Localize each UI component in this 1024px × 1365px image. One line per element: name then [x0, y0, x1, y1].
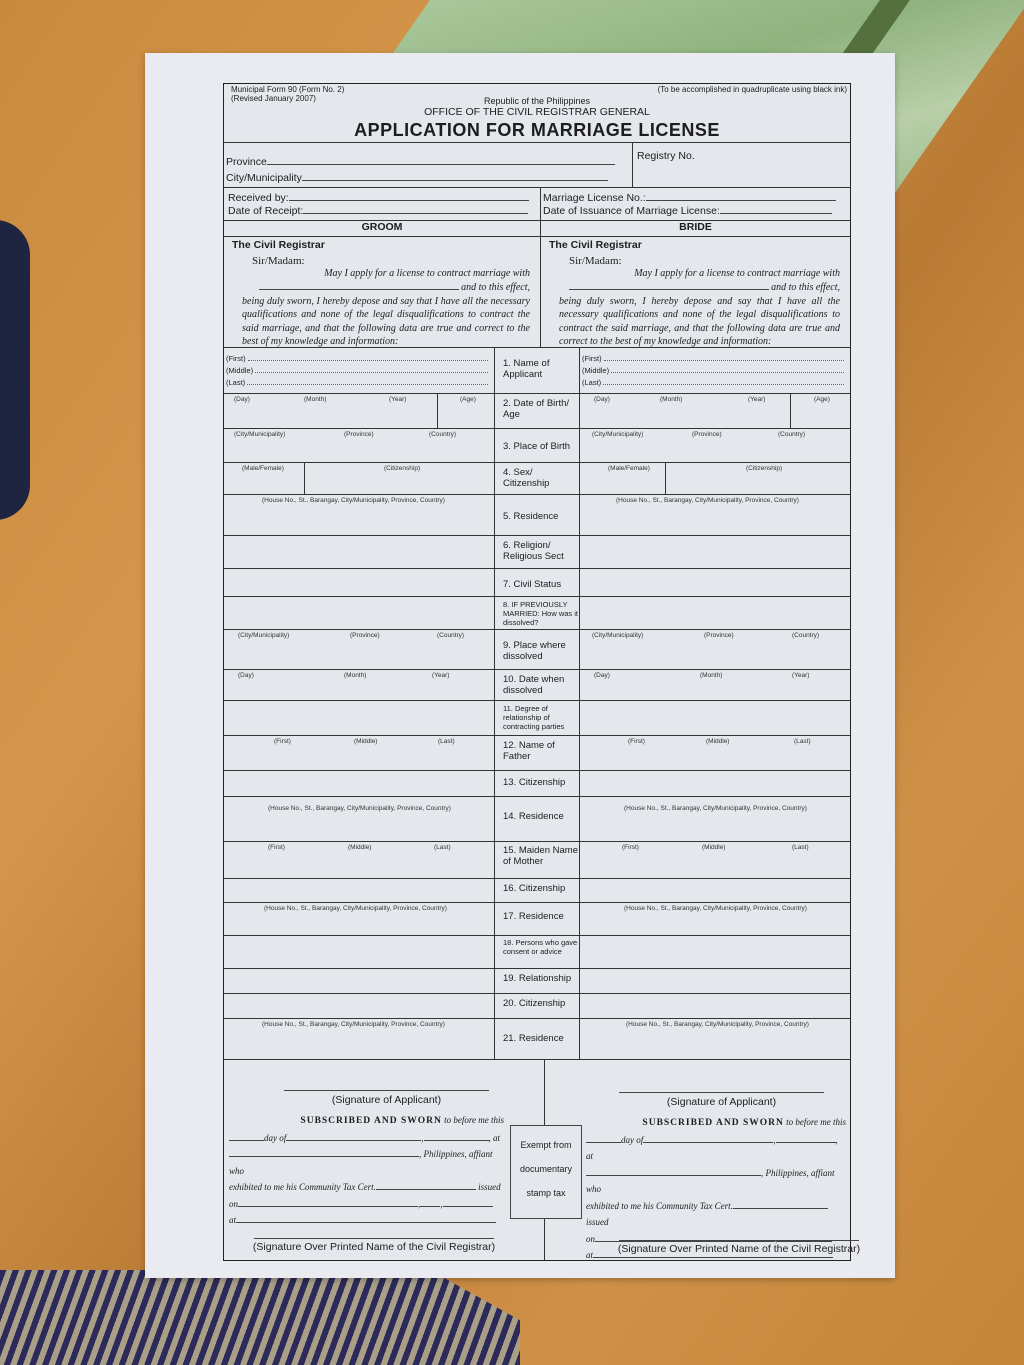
last-label: (Last) — [434, 844, 451, 851]
item-row-consent — [224, 936, 850, 969]
item-label: 16. Citizenship — [494, 879, 580, 902]
bride-oath-text — [586, 1114, 846, 1264]
last-label: (Last) — [226, 378, 246, 387]
citizenship-sublabel: (Citizenship) — [746, 465, 783, 472]
party-header-row — [224, 221, 850, 237]
bride-dob-field[interactable] — [580, 394, 850, 428]
page-title: APPLICATION FOR MARRIAGE LICENSE — [354, 120, 720, 140]
item-label: 6. Religion/ Religious Sect — [494, 536, 580, 568]
first-label: (First) — [582, 354, 602, 363]
city-label: City/Municipality — [226, 172, 302, 184]
item-row-mother-residence — [224, 903, 850, 936]
letter-line1: May I apply for a license to contract marriage with — [324, 268, 530, 279]
year-label: (Year) — [432, 672, 450, 679]
item-label: 10. Date when dissolved — [494, 670, 580, 700]
groom-header: GROOM — [361, 221, 403, 233]
first-label: (First) — [628, 738, 645, 745]
item-label: 9. Place where dissolved — [494, 630, 580, 669]
address-sublabel: (House No., St., Barangay, City/Municipality, Province, Country) — [616, 497, 799, 504]
day-label: (Day) — [234, 396, 250, 403]
item-row-religion — [224, 536, 850, 569]
bride-father-citizenship-field[interactable] — [580, 771, 850, 796]
bride-civil-status-field[interactable] — [580, 569, 850, 596]
stamp-line2: documentary — [519, 1164, 573, 1174]
stamp-tax-box — [510, 1125, 582, 1219]
receipt-cell — [224, 188, 540, 220]
oath-ctc-field[interactable] — [586, 1198, 846, 1231]
item-row-consenter-residence — [224, 1019, 850, 1060]
background-hat — [0, 220, 30, 520]
letter-salutation: Sir/Madam: — [569, 255, 622, 267]
registry-no-label: Registry No. — [637, 150, 695, 162]
groom-dob-field[interactable] — [224, 394, 494, 428]
groom-registrar-signature-line[interactable] — [254, 1238, 494, 1239]
groom-mother-residence-field[interactable] — [224, 903, 494, 935]
address-sublabel: (House No., St., Barangay, City/Municipality, Province, Country) — [262, 497, 445, 504]
item-label: 15. Maiden Name of Mother — [494, 842, 580, 878]
item-label: 14. Residence — [494, 797, 580, 841]
bride-header: BRIDE — [540, 221, 850, 236]
bride-registrar-label: (Signature Over Printed Name of the Civil Registrar) — [617, 1243, 861, 1255]
groom-civil-status-field[interactable] — [224, 569, 494, 596]
sworn-label: SUBSCRIBED AND SWORN — [642, 1118, 784, 1128]
date-of-receipt-label: Date of Receipt: — [228, 205, 304, 217]
oath-issued-on-field[interactable]: on , — [586, 1231, 846, 1248]
groom-father-field[interactable] — [224, 736, 494, 770]
at-label: at — [586, 1151, 594, 1161]
middle-label: (Middle) — [354, 738, 378, 745]
bride-mother-field[interactable] — [580, 842, 850, 878]
item-row-date-dissolved — [224, 670, 850, 701]
address-sublabel: (House No., St., Barangay, City/Municipality, Province, Country) — [624, 905, 807, 912]
province-sublabel: (Province) — [692, 431, 722, 438]
item-row-residence — [224, 495, 850, 536]
month-label: (Month) — [304, 396, 327, 403]
groom-letter — [224, 237, 540, 347]
middle-label: (Middle) — [226, 366, 254, 375]
groom-consenter-residence-field[interactable] — [224, 1019, 494, 1059]
on-label: on — [229, 1198, 238, 1209]
groom-mother-field[interactable] — [224, 842, 494, 878]
age-divider — [437, 394, 438, 428]
groom-relationship-field[interactable] — [224, 969, 494, 993]
item-row-name — [224, 348, 850, 394]
center-divider-top — [544, 1060, 545, 1126]
groom-date-dissolved-field[interactable] — [224, 670, 494, 700]
location-row — [224, 143, 850, 188]
item-row-consenter-citizenship — [224, 994, 850, 1019]
bride-place-dissolved-field[interactable] — [580, 630, 850, 669]
year-label: (Year) — [748, 396, 766, 403]
item-label: 13. Citizenship — [494, 771, 580, 796]
province-sublabel: (Province) — [704, 632, 734, 639]
groom-consent-field[interactable] — [224, 936, 494, 968]
bride-residence-field[interactable] — [580, 495, 850, 535]
groom-place-dissolved-field[interactable] — [224, 630, 494, 669]
age-divider — [790, 394, 791, 428]
address-sublabel: (House No., St., Barangay, City/Municipality, Province, Country) — [268, 805, 451, 812]
item-row-dob — [224, 394, 850, 429]
location-cell — [224, 143, 632, 187]
letter-line2: and to this effect, — [771, 282, 840, 294]
item-row-mother — [224, 842, 850, 879]
first-name-line — [580, 351, 850, 363]
citizenship-divider — [304, 463, 305, 494]
last-name-line — [224, 375, 494, 387]
center-divider-bottom — [544, 1217, 545, 1260]
item-label: 8. IF PREVIOUSLY MARRIED: How was it dissolved? — [494, 597, 580, 629]
license-cell — [540, 188, 850, 220]
item-row-father-residence — [224, 797, 850, 842]
letter-salutation: Sir/Madam: — [252, 255, 305, 267]
at-label: at — [493, 1132, 501, 1143]
bride-sex-field[interactable] — [580, 463, 850, 494]
item-label: 3. Place of Birth — [494, 429, 580, 462]
first-label: (First) — [226, 354, 246, 363]
date-issuance-label: Date of Issuance of Marriage License: — [543, 205, 720, 217]
date-issuance-field[interactable] — [543, 204, 850, 217]
sworn-label: SUBSCRIBED AND SWORN — [300, 1116, 442, 1126]
groom-father-citizenship-field[interactable] — [224, 771, 494, 796]
oath-issued-on-field[interactable]: on , , — [229, 1196, 504, 1213]
license-no-label: Marriage License No.: — [543, 192, 646, 204]
groom-sex-field[interactable] — [224, 463, 494, 494]
groom-birthplace-field[interactable] — [224, 429, 494, 462]
stamp-line1: Exempt from — [520, 1140, 572, 1150]
bride-father-residence-field[interactable] — [580, 797, 850, 841]
philippines-label: , Philippines, affiant who — [586, 1167, 835, 1194]
oath-section — [224, 1060, 861, 1260]
bride-relationship-degree-field[interactable] — [580, 701, 850, 735]
address-sublabel: (House No., St., Barangay, City/Municipality, Province, Country) — [262, 1021, 445, 1028]
middle-label: (Middle) — [348, 844, 372, 851]
province-sublabel: (Province) — [350, 632, 380, 639]
form-number: Municipal Form 90 (Form No. 2) — [231, 85, 345, 94]
received-by-field[interactable] — [228, 191, 540, 204]
receipt-row — [224, 188, 850, 221]
middle-label: (Middle) — [702, 844, 726, 851]
issued-label: issued — [478, 1182, 501, 1192]
item-label: 17. Residence — [494, 903, 580, 935]
middle-label: (Middle) — [582, 366, 610, 375]
city-sublabel: (City/Municipality) — [238, 632, 290, 639]
age-label: (Age) — [460, 396, 476, 403]
city-sublabel: (City/Municipality) — [234, 431, 286, 438]
item-row-relationship — [224, 969, 850, 994]
groom-consenter-citizenship-field[interactable] — [224, 994, 494, 1018]
bride-date-dissolved-field[interactable] — [580, 670, 850, 700]
item-label: 21. Residence — [494, 1019, 580, 1059]
ctc-label: exhibited to me his Community Tax Cert. — [229, 1182, 376, 1192]
letter-row — [224, 237, 850, 348]
last-label: (Last) — [438, 738, 455, 745]
letter-oath-text: being duly sworn, I hereby depose and say that I have all the necessary qualifications and none of the legal disqualifications to contract the said marriage, and that the following data are true and correct to the best of my knowledge and information: — [559, 295, 840, 348]
sworn-rest: to before me this — [444, 1115, 504, 1125]
day-of-label: day of — [621, 1134, 644, 1145]
item-label: 11. Degree of relationship of contracting parties — [494, 701, 580, 735]
middle-label: (Middle) — [706, 738, 730, 745]
item-row-place-dissolved — [224, 630, 850, 670]
item-row-sex — [224, 463, 850, 495]
received-by-label: Received by: — [228, 192, 289, 204]
bride-dissolution-field[interactable] — [580, 597, 850, 629]
groom-religion-field[interactable] — [224, 536, 494, 568]
country-sublabel: (Country) — [778, 431, 806, 438]
first-label: (First) — [274, 738, 291, 745]
stamp-line3: stamp tax — [526, 1188, 566, 1198]
bride-religion-field[interactable] — [580, 536, 850, 568]
date-of-receipt-field[interactable] — [228, 204, 540, 217]
address-sublabel: (House No., St., Barangay, City/Municipality, Province, Country) — [264, 905, 447, 912]
first-label: (First) — [268, 844, 285, 851]
oath-issued-at-field[interactable] — [229, 1212, 504, 1229]
bride-signature-line[interactable] — [619, 1092, 824, 1093]
country-sublabel: (Country) — [429, 431, 457, 438]
bride-mother-residence-field[interactable] — [580, 903, 850, 935]
bride-father-field[interactable] — [580, 736, 850, 770]
city-field[interactable] — [226, 171, 632, 184]
letter-addressee: The Civil Registrar — [549, 239, 642, 251]
form-header — [224, 84, 850, 143]
bride-consenter-citizenship-field[interactable] — [580, 994, 850, 1018]
letter-line2: and to this effect, — [461, 282, 530, 294]
groom-signature-label: (Signature of Applicant) — [331, 1094, 442, 1106]
issued-label: issued — [586, 1217, 609, 1227]
oath-day-field[interactable]: day of , , at — [229, 1130, 504, 1147]
partner-name-field[interactable] — [242, 280, 530, 294]
form-instruction: (To be accomplished in quadruplicate using black ink) — [657, 85, 847, 94]
oath-ctc-field[interactable] — [229, 1179, 504, 1196]
republic-label: Republic of the Philippines — [483, 96, 591, 106]
groom-dissolution-field[interactable] — [224, 597, 494, 629]
item-row-father-citizenship — [224, 771, 850, 797]
item-row-father — [224, 736, 850, 771]
sex-sublabel: (Male/Female) — [242, 465, 284, 472]
province-sublabel: (Province) — [344, 431, 374, 438]
bride-mother-citizenship-field[interactable] — [580, 879, 850, 902]
address-sublabel: (House No., St., Barangay, City/Municipality, Province, Country) — [624, 805, 807, 812]
province-field[interactable] — [226, 155, 632, 168]
partner-name-field[interactable] — [559, 280, 840, 294]
license-no-field[interactable] — [543, 191, 850, 204]
form-revision: (Revised January 2007) — [231, 94, 316, 103]
item-label: 18. Persons who gave consent or advice — [494, 936, 580, 968]
first-name-line — [224, 351, 494, 363]
groom-signature-line[interactable] — [284, 1090, 489, 1091]
groom-registrar-label: (Signature Over Printed Name of the Civil Registrar) — [252, 1241, 496, 1253]
day-of-label: day of — [264, 1132, 287, 1143]
at-label: at — [229, 1215, 237, 1225]
item-label: 5. Residence — [494, 495, 580, 535]
letter-oath-text: being duly sworn, I hereby depose and say that I have all the necessary qualifications and none of the legal disqualifications to contract the said marriage, and that the following data are true and correct to the best of my knowledge and information: — [242, 295, 530, 348]
month-label: (Month) — [700, 672, 723, 679]
last-label: (Last) — [792, 844, 809, 851]
last-label: (Last) — [794, 738, 811, 745]
marriage-license-form — [223, 83, 861, 1261]
citizenship-sublabel: (Citizenship) — [384, 465, 421, 472]
item-label: 2. Date of Birth/ Age — [494, 394, 580, 428]
month-label: (Month) — [660, 396, 683, 403]
oath-place-field[interactable] — [586, 1165, 846, 1198]
province-label: Province — [226, 156, 267, 168]
country-sublabel: (Country) — [792, 632, 820, 639]
at-label: at — [586, 1250, 594, 1260]
day-label: (Day) — [238, 672, 254, 679]
groom-name-field[interactable] — [224, 348, 494, 393]
letter-body — [549, 267, 842, 348]
item-label: 12. Name of Father — [494, 736, 580, 770]
middle-name-line — [224, 363, 494, 375]
day-label: (Day) — [594, 672, 610, 679]
item-label: 4. Sex/ Citizenship — [494, 463, 580, 494]
last-name-line — [580, 375, 850, 387]
item-row-mother-citizenship — [224, 879, 850, 903]
item-row-civil-status — [224, 569, 850, 597]
oath-day-field[interactable]: day of , , at — [586, 1134, 838, 1161]
last-label: (Last) — [582, 378, 602, 387]
background-striped-cloth — [0, 1270, 520, 1365]
letter-line1: May I apply for a license to contract marriage with — [634, 268, 840, 279]
groom-mother-citizenship-field[interactable] — [224, 879, 494, 902]
day-label: (Day) — [594, 396, 610, 403]
philippines-label: , Philippines, affiant who — [229, 1149, 493, 1176]
age-label: (Age) — [814, 396, 830, 403]
bride-consenter-residence-field[interactable] — [580, 1019, 850, 1059]
letter-body — [232, 267, 532, 348]
groom-oath-text — [229, 1112, 504, 1229]
item-row-dissolution — [224, 597, 850, 630]
on-label: on — [586, 1233, 595, 1244]
registry-no-field[interactable] — [632, 143, 850, 187]
bride-registrar-signature-line[interactable] — [619, 1240, 859, 1241]
city-sublabel: (City/Municipality) — [592, 431, 644, 438]
office-label: OFFICE OF THE CIVIL REGISTRAR GENERAL — [424, 106, 650, 118]
address-sublabel: (House No., St., Barangay, City/Municipality, Province, Country) — [626, 1021, 809, 1028]
bride-birthplace-field[interactable] — [580, 429, 850, 462]
country-sublabel: (Country) — [437, 632, 465, 639]
item-label: 20. Citizenship — [494, 994, 580, 1018]
groom-father-residence-field[interactable] — [224, 797, 494, 841]
citizenship-divider — [665, 463, 666, 494]
year-label: (Year) — [792, 672, 810, 679]
oath-place-field[interactable] — [229, 1146, 504, 1179]
letter-addressee: The Civil Registrar — [232, 239, 325, 251]
bride-letter — [540, 237, 850, 347]
item-row-birthplace — [224, 429, 850, 463]
sex-sublabel: (Male/Female) — [608, 465, 650, 472]
item-row-relationship-degree — [224, 701, 850, 736]
month-label: (Month) — [344, 672, 367, 679]
first-label: (First) — [622, 844, 639, 851]
year-label: (Year) — [389, 396, 407, 403]
item-label: 19. Relationship — [494, 969, 580, 993]
item-label: 1. Name of Applicant — [494, 348, 580, 393]
bride-relationship-field[interactable] — [580, 969, 850, 993]
city-sublabel: (City/Municipality) — [592, 632, 644, 639]
paper-sheet — [145, 53, 895, 1278]
middle-name-line — [580, 363, 850, 375]
item-label: 7. Civil Status — [494, 569, 580, 596]
groom-relationship-degree-field[interactable] — [224, 701, 494, 735]
sworn-rest: to before me this — [786, 1117, 846, 1127]
bride-signature-label: (Signature of Applicant) — [666, 1096, 777, 1108]
groom-residence-field[interactable] — [224, 495, 494, 535]
ctc-label: exhibited to me his Community Tax Cert. — [586, 1200, 733, 1211]
bride-consent-field[interactable] — [580, 936, 850, 968]
bride-name-field[interactable] — [580, 348, 850, 393]
